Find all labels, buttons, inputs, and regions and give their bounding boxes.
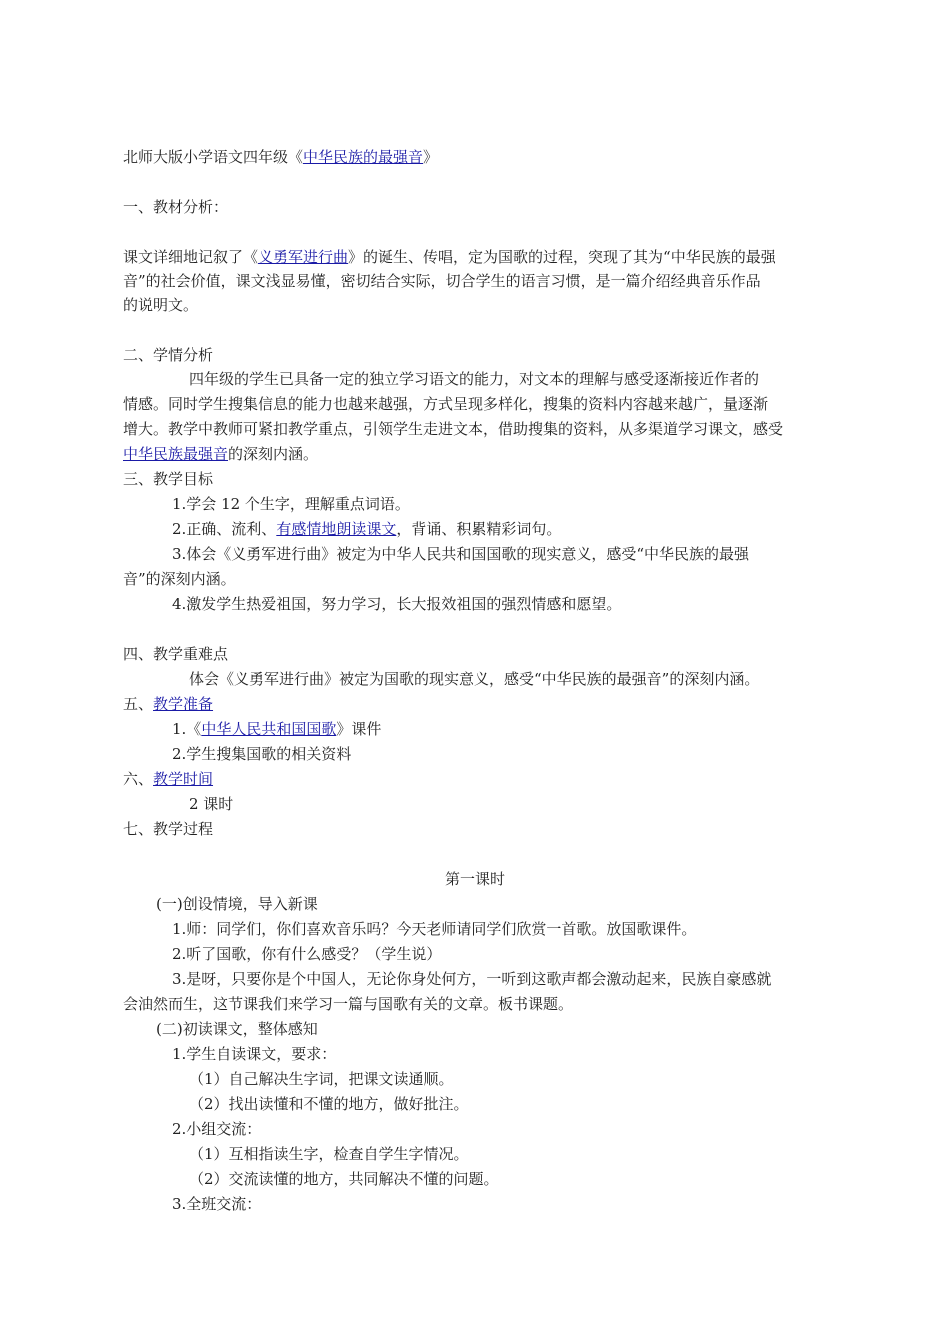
strongest-voice-link[interactable]: 中华民族最强音 <box>123 445 229 463</box>
paragraph-line: 体会《义勇军进行曲》被定为国歌的现实意义，感受“中华民族的最强音”的深刻内涵。 <box>189 670 760 688</box>
paragraph-line: 情感。同时学生搜集信息的能力也越来越强，方式呈现多样化，搜集的资料内容越来越广，量逐渐 <box>123 395 769 413</box>
section-heading-3: 三、教学目标 <box>123 470 214 488</box>
step-item: 1.师：同学们，你们喜欢音乐吗？今天老师请同学们欣赏一首歌。放国歌课件。 <box>172 920 697 938</box>
lesson-heading: 第一课时 <box>444 870 505 888</box>
sub-step-item: （1）互相指读生字，检查自学生字情况。 <box>189 1145 469 1163</box>
goal-item: 2.正确、流利、有感情地朗读课文，背诵、积累精彩词句。 <box>172 520 562 538</box>
section-heading-5: 五、教学准备 <box>123 695 214 713</box>
step-item: 1.学生自读课文，要求： <box>172 1045 337 1063</box>
preparation-link[interactable]: 教学准备 <box>153 695 214 713</box>
read-aloud-link[interactable]: 有感情地朗读课文 <box>276 520 397 538</box>
paragraph-line: 中华民族最强音的深刻内涵。 <box>123 445 319 463</box>
paragraph-line: 四年级的学生已具备一定的独立学习语文的能力，对文本的理解与感受逐渐接近作者的 <box>189 370 760 388</box>
paragraph-line: 音”的社会价值，课文浅显易懂，密切结合实际，切合学生的语言习惯，是一篇介绍经典音乐作品 <box>123 272 761 290</box>
sub-step-item: （2）交流读懂的地方，共同解决不懂的问题。 <box>189 1170 499 1188</box>
document-title: 北师大版小学语文四年级《中华民族的最强音》 <box>123 148 439 166</box>
anthem-link[interactable]: 中华人民共和国国歌 <box>201 720 337 738</box>
section-heading-4: 四、教学重难点 <box>123 645 229 663</box>
step-item: 2.小组交流： <box>172 1120 262 1138</box>
section-heading-7: 七、教学过程 <box>123 820 214 838</box>
teaching-time-link[interactable]: 教学时间 <box>153 770 214 788</box>
teaching-time-value: 2 课时 <box>189 795 234 813</box>
sub-step-item: （1）自己解决生字词，把课文读通顺。 <box>189 1070 454 1088</box>
goal-item: 4.激发学生热爱祖国，努力学习，长大报效祖国的强烈情感和愿望。 <box>172 595 622 613</box>
step-item: 2.听了国歌，你有什么感受？（学生说） <box>172 945 442 963</box>
prep-item: 2.学生搜集国歌的相关资料 <box>172 745 352 763</box>
step-heading: (二)初读课文，整体感知 <box>156 1020 318 1038</box>
goal-item: 1.学会 12 个生字，理解重点词语。 <box>172 495 410 513</box>
step-item: 3.是呀，只要你是个中国人，无论你身处何方，一听到这歌声都会激动起来，民族自豪感就 <box>172 970 772 988</box>
step-item-continued: 会油然而生，这节课我们来学习一篇与国歌有关的文章。板书课题。 <box>123 995 574 1013</box>
paragraph-line: 的说明文。 <box>123 296 199 314</box>
prep-item: 1.《中华人民共和国国歌》课件 <box>172 720 382 738</box>
section-heading-2: 二、学情分析 <box>123 346 214 364</box>
section-heading-6: 六、教学时间 <box>123 770 214 788</box>
goal-item: 3.体会《义勇军进行曲》被定为中华人民共和国国歌的现实意义，感受“中华民族的最强 <box>172 545 749 563</box>
song-link[interactable]: 义勇军进行曲 <box>258 248 349 266</box>
goal-item-continued: 音”的深刻内涵。 <box>123 570 236 588</box>
paragraph-line: 课文详细地记叙了《义勇军进行曲》的诞生、传唱，定为国歌的过程，突现了其为“中华民族的最强 <box>123 248 776 266</box>
sub-step-item: （2）找出读懂和不懂的地方，做好批注。 <box>189 1095 469 1113</box>
title-link[interactable]: 中华民族的最强音 <box>303 148 424 166</box>
step-heading: (一)创设情境，导入新课 <box>156 895 318 913</box>
section-heading-1: 一、教材分析： <box>123 198 229 216</box>
paragraph-line: 增大。教学中教师可紧扣教学重点，引领学生走进文本，借助搜集的资料，从多渠道学习课文，感受 <box>123 420 784 438</box>
step-item: 3.全班交流： <box>172 1195 262 1213</box>
